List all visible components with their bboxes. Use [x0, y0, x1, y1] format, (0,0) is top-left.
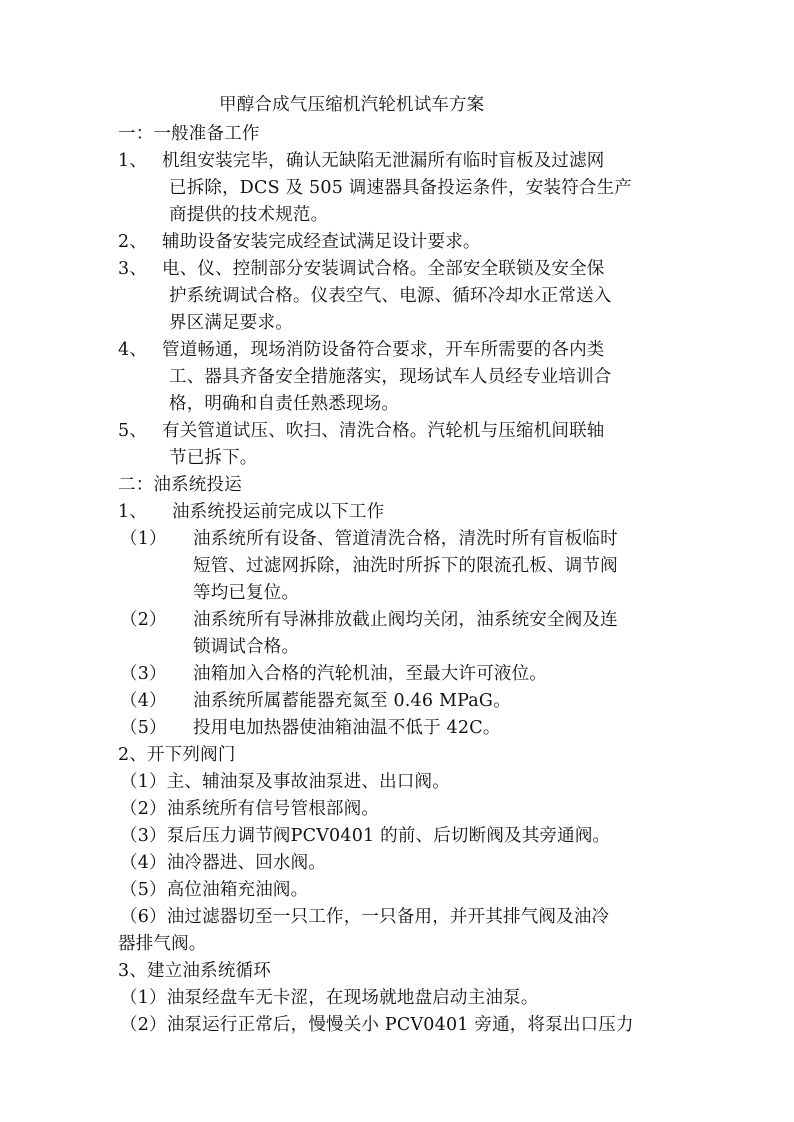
paragraph-line: （4）油冷器进、回水阀。: [120, 853, 327, 873]
paragraph-line: 投用电加热器使油箱油温不低于 42C。: [193, 718, 501, 738]
paragraph-line: 辅助设备安装完成经查试满足设计要求。: [162, 232, 481, 252]
subsection-heading: 3、建立油系统循环: [118, 961, 271, 981]
item-number: 1、: [118, 502, 148, 522]
item-number: 1、: [118, 151, 148, 171]
document-title: 甲醇合成气压缩机汽轮机试车方案: [219, 95, 485, 115]
paragraph-line: 机组安装完毕，确认无缺陷无泄漏所有临时盲板及过滤网: [162, 151, 605, 171]
paragraph-line: 器排气阀。: [118, 934, 207, 954]
item-number: 5、: [118, 421, 148, 441]
item-number: （5）: [120, 718, 167, 738]
paragraph-line: （3）泵后压力调节阀PCV0401 的前、后切断阀及其旁通阀。: [120, 826, 611, 846]
paragraph-line: 格，明确和自责任熟悉现场。: [169, 394, 400, 414]
subsection-heading: 2、开下列阀门: [118, 745, 236, 765]
paragraph-line: 油系统所属蓄能器充氮至 0.46 MPaG。: [193, 691, 511, 711]
paragraph-line: （2）油泵运行正常后，慢慢关小 PCV0401 旁通，将泵出口压力: [120, 1015, 634, 1035]
paragraph-line: 锁调试合格。: [193, 637, 300, 657]
item-number: （3）: [120, 664, 167, 684]
item-number: （4）: [120, 691, 167, 711]
paragraph-line: 界区满足要求。: [169, 313, 293, 333]
paragraph-line: （1）油泵经盘车无卡涩，在现场就地盘启动主油泵。: [120, 988, 539, 1008]
paragraph-line: 油系统所有设备、管道清洗合格，清洗时所有盲板临时: [193, 529, 618, 549]
item-number: 4、: [118, 340, 148, 360]
paragraph-line: 已拆除，DCS 及 505 调速器具备投运条件，安装符合生产: [169, 178, 632, 198]
paragraph-line: （6）油过滤器切至一只工作，一只备用，并开其排气阀及油冷: [120, 907, 610, 927]
paragraph-line: 护系统调试合格。仪表空气、电源、循环冷却水正常送入: [169, 286, 612, 306]
paragraph-line: 油箱加入合格的汽轮机油，至最大许可液位。: [193, 664, 547, 684]
paragraph-line: 有关管道试压、吹扫、清洗合格。汽轮机与压缩机间联轴: [162, 421, 605, 441]
paragraph-line: 油系统投运前完成以下工作: [172, 502, 385, 522]
paragraph-line: 电、仪、控制部分安装调试合格。全部安全联锁及安全保: [162, 259, 605, 279]
paragraph-line: 油系统所有导淋排放截止阀均关闭，油系统安全阀及连: [193, 610, 618, 630]
paragraph-line: 商提供的技术规范。: [169, 205, 329, 225]
section-heading: 二：油系统投运: [118, 475, 242, 495]
paragraph-line: 短管、过滤网拆除，油洗时所拆下的限流孔板、调节阀: [193, 556, 618, 576]
item-number: （2）: [120, 610, 167, 630]
paragraph-line: （2）油系统所有信号管根部阀。: [120, 799, 380, 819]
item-number: 2、: [118, 232, 148, 252]
paragraph-line: 等均已复位。: [193, 583, 300, 603]
section-heading: 一：一般准备工作: [118, 124, 260, 144]
item-number: （1）: [120, 529, 167, 549]
item-number: 3、: [118, 259, 148, 279]
paragraph-line: 节已拆下。: [169, 448, 258, 468]
paragraph-line: （5）高位油箱充油阀。: [120, 880, 309, 900]
paragraph-line: （1）主、辅油泵及事故油泵进、出口阀。: [120, 772, 450, 792]
paragraph-line: 管道畅通，现场消防设备符合要求，开车所需要的各内类: [162, 340, 605, 360]
paragraph-line: 工、器具齐备安全措施落实，现场试车人员经专业培训合: [169, 367, 612, 387]
